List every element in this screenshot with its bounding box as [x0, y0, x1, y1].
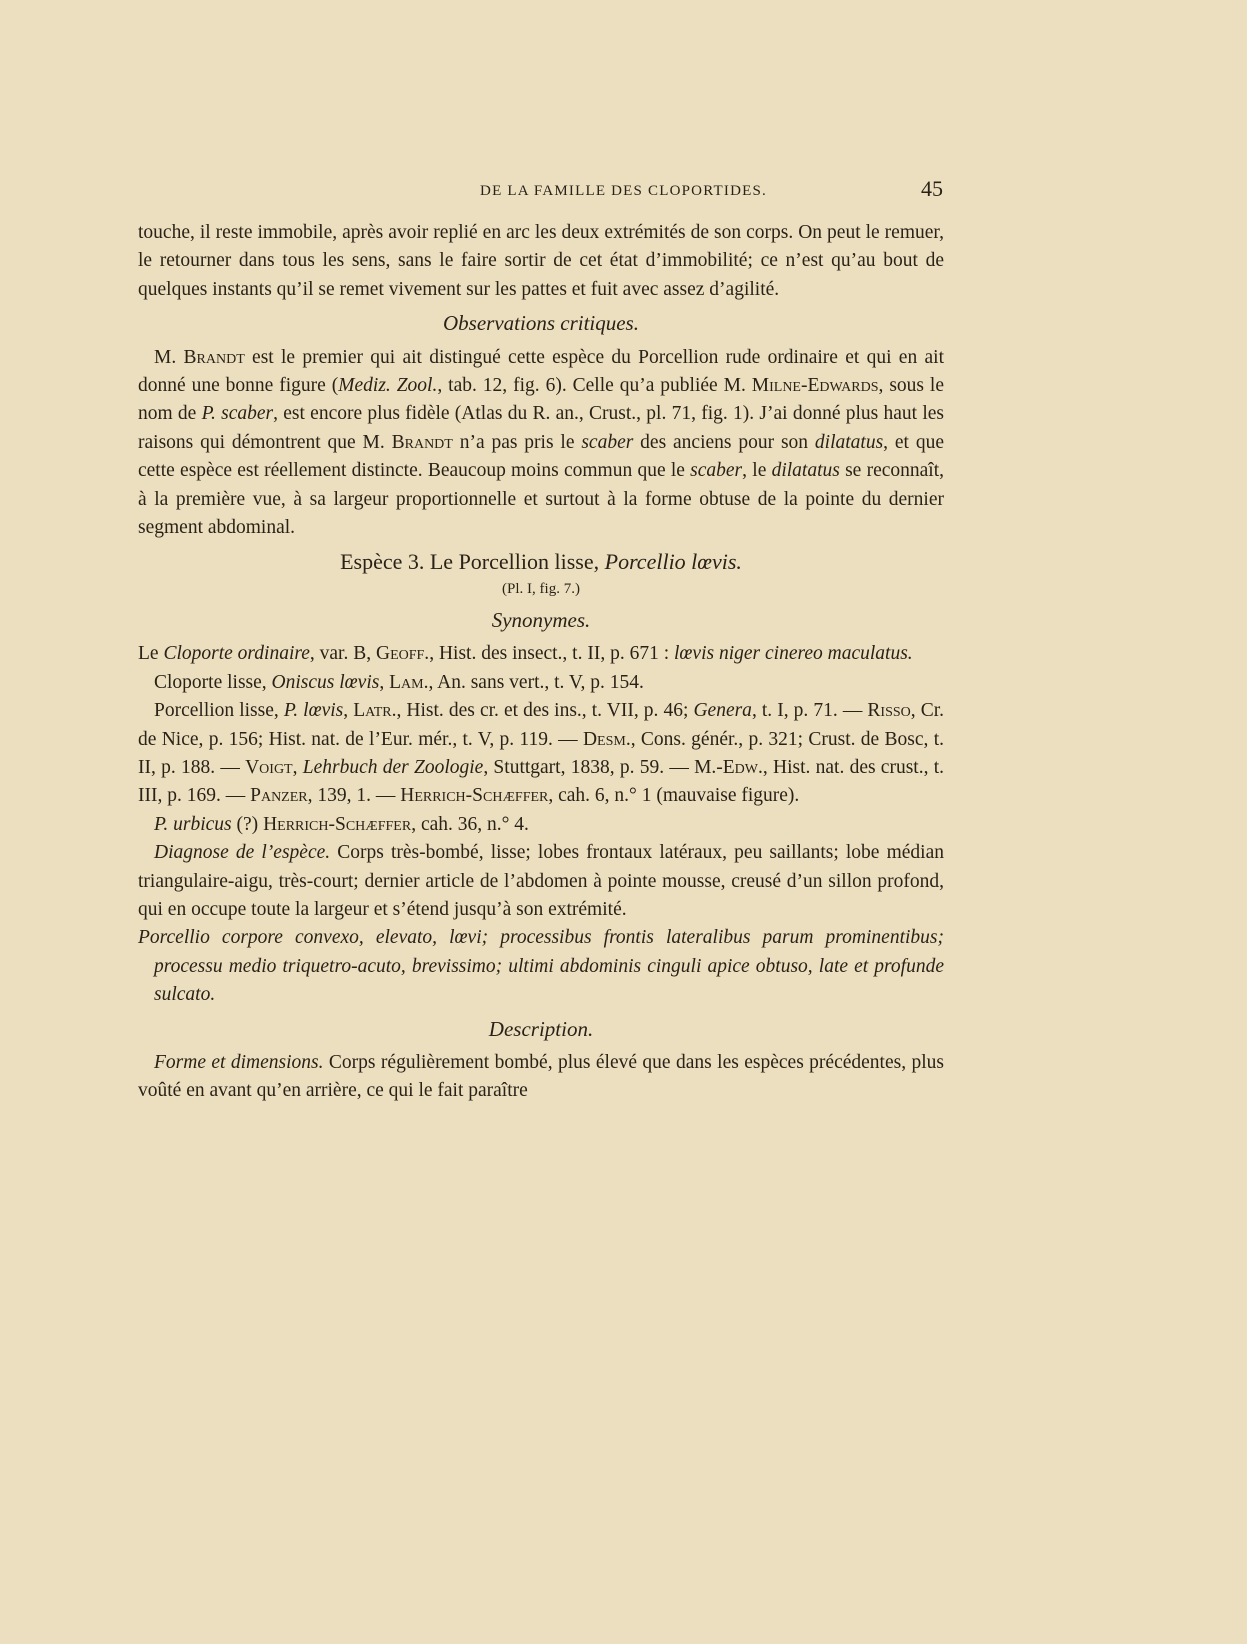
- synonym-entry: P. urbicus (?) Herrich-Schæffer, cah. 36, n.° 4.: [154, 813, 529, 835]
- author-brandt: Brandt: [183, 346, 245, 368]
- synonym-entry: Cloporte lisse, Oniscus lœvis, Lam., An. sans vert., t. V, p. 154.: [154, 671, 644, 693]
- heading-synonyms: Synonymes.: [491, 607, 591, 632]
- running-head: DE LA FAMILLE DES CLOPORTIDES.: [480, 183, 767, 199]
- body-text: [138, 219, 944, 1106]
- page-number: 45: [921, 176, 943, 201]
- synonym-entry: Le Cloporte ordinaire, var. B, Geoff., Hist. des insect., t. II, p. 671 : lœvis niger cinereo maculatus.: [138, 643, 913, 665]
- diagnosis-paragraph: Diagnose de l’espèce. Corps très-bombé, lisse; lobes frontaux latéraux, peu saillants; lobe médian triangulaire-aigu, très-court; dernier article de l’abdomen à pointe mousse, creusé d’un sillon profond, qui en occupe toute la largeur et s’étend jusqu’à son extrémité.: [138, 842, 944, 920]
- paragraph-intro: touche, il reste immobile, après avoir replié en arc les deux extrémités de son corps. On peut le remuer, le retourner dans tous les sens, sans le faire sortir de cet état d’immobilité; ce n’est qu’au bout de quelques instants qu’il se remet vivement sur les pattes et fuit avec assez d’agilité.: [138, 222, 944, 300]
- species-title: Espèce 3. Le Porcellion lisse, Porcellio lœvis.: [340, 549, 742, 575]
- description-paragraph: Forme et dimensions. Corps régulièrement bombé, plus élevé que dans les espèces précédentes, plus voûté en avant qu’en arrière, ce qui le fait paraître: [138, 1051, 945, 1102]
- heading-description: Description.: [488, 1016, 594, 1041]
- paragraph-observations: M. Brandt est le premier qui ait distingué cette espèce du Porcellion rude ordinaire et qui en ait donné une bonne figure (Mediz. Zool., tab. 12, fig. 6). Celle qu’a publiée M. Milne-Edwards, sous le nom de P. scaber, est encore plus fidèle (Atlas du R. an., Crust., pl. 71, fig. 1). J’ai donné plus haut les raisons qui démontrent que M. Brandt n’a pas pris le scaber des anciens pour son dilatatus, et que cette espèce est réellement distincte. Beaucoup moins commun que le scaber, le dilatatus se reconnaît, à la première vue, à sa largeur proportionnelle et surtout à la forme obtuse de la pointe du dernier segment abdominal.: [138, 346, 945, 539]
- plate-reference: (Pl. I, fig. 7.): [502, 580, 580, 597]
- heading-observations: Observations critiques.: [443, 311, 639, 336]
- author-milne-edwards: Milne-Edwards: [751, 375, 879, 397]
- latin-diagnosis: Porcellio corpore convexo, elevato, lœvi; processibus frontis lateralibus parum prominentibus; processu medio triquetro-acuto, brevissimo; ultimi abdominis cinguli apice obtuso, late et profunde sulcato.: [138, 927, 944, 1006]
- author-brandt: Brandt: [391, 431, 453, 453]
- synonym-entry: Porcellion lisse, P. lœvis, Latr., Hist. des cr. et des ins., t. VII, p. 46; Genera, t. I, p. 71. — Risso, Cr. de Nice, p. 156; Hist. nat. de l’Eur. mér., t. V, p. 119. — Desm., Cons. génér., p. 321; Crust. de Bosc, t. II, p. 188. — Voigt, Lehrbuch der Zoologie, Stuttgart, 1838, p. 59. — M.-Edw., Hist. nat. des crust., t. III, p. 169. — Panzer, 139, 1. — Herrich-Schæffer, cah. 6, n.° 1 (mauvaise figure).: [138, 700, 945, 807]
